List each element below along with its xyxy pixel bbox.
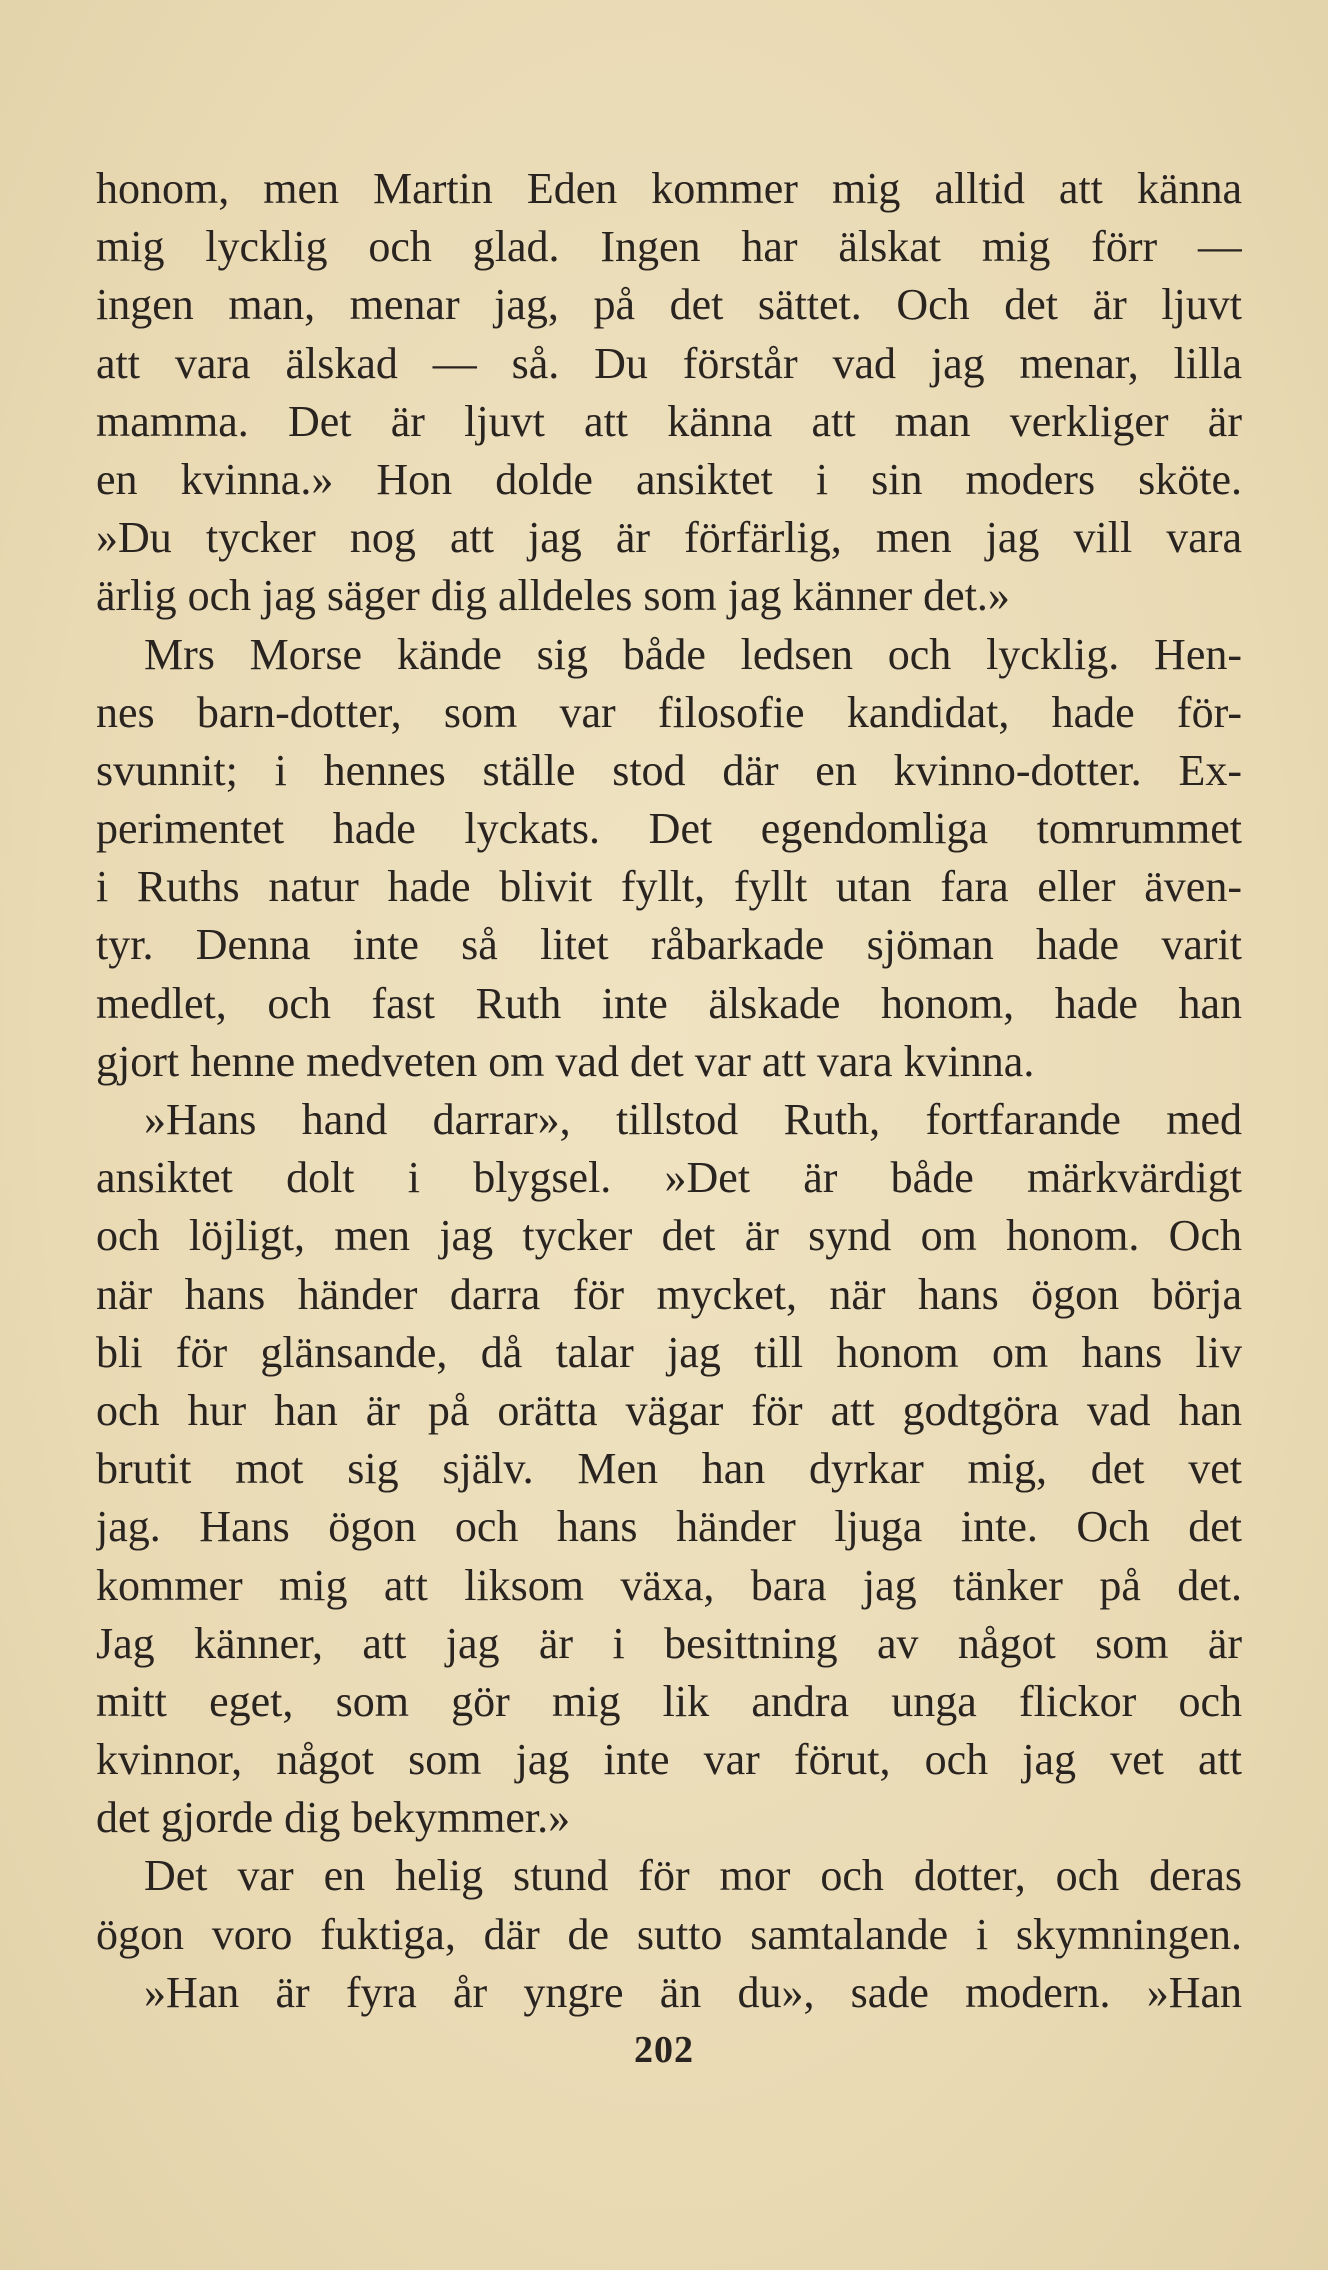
text-line: svunnit; i hennes ställe stod där en kvinno-dotter. Ex- <box>96 745 1242 795</box>
text-line: och hur han är på orätta vägar för att godtgöra vad han <box>96 1385 1242 1435</box>
text-line: bli för glänsande, då talar jag till honom om hans liv <box>96 1327 1242 1377</box>
text-line: brutit mot sig själv. Men han dyrkar mig, det vet <box>96 1444 1242 1494</box>
text-line: det gjorde dig bekymmer.» <box>96 1793 571 1843</box>
text-line: i Ruths natur hade blivit fyllt, fyllt utan fara eller även- <box>96 862 1242 912</box>
text-line: ingen man, menar jag, på det sättet. Och det är ljuvt <box>96 280 1242 330</box>
text-line: och löjligt, men jag tycker det är synd om honom. Och <box>96 1211 1242 1261</box>
text-line: att vara älskad — så. Du förstår vad jag menar, lilla <box>96 338 1242 388</box>
text-line: mitt eget, som gör mig lik andra unga flickor och <box>96 1676 1242 1726</box>
text-line: ärlig och jag säger dig alldeles som jag känner det.» <box>96 571 1010 621</box>
text-line: medlet, och fast Ruth inte älskade honom, hade han <box>96 978 1242 1028</box>
page-number: 202 <box>634 2029 694 2071</box>
text-line: kvinnor, något som jag inte var förut, och jag vet att <box>96 1735 1242 1785</box>
text-line: mig lycklig och glad. Ingen har älskat mig förr — <box>96 222 1242 272</box>
text-line: Mrs Morse kände sig både ledsen och lycklig. Hen- <box>144 629 1242 679</box>
text-line: tyr. Denna inte så litet råbarkade sjöman hade varit <box>96 920 1242 970</box>
text-line: »Du tycker nog att jag är förfärlig, men jag vill vara <box>96 513 1242 563</box>
text-line: ansiktet dolt i blygsel. »Det är både märkvärdigt <box>96 1153 1242 1203</box>
text-line: »Hans hand darrar», tillstod Ruth, fortfarande med <box>144 1095 1242 1144</box>
text-line: gjort henne medveten om vad det var att vara kvinna. <box>96 1036 1035 1086</box>
text-line: jag. Hans ögon och hans händer ljuga inte. Och det <box>96 1502 1242 1552</box>
body-text <box>96 160 1242 2022</box>
text-line: honom, men Martin Eden kommer mig alltid att känna <box>96 164 1242 213</box>
text-line: mamma. Det är ljuvt att känna att man verkliger är <box>96 396 1242 446</box>
text-line: Det var en helig stund för mor och dotter, och deras <box>144 1851 1242 1901</box>
text-line: nes barn-dotter, som var filosofie kandidat, hade för- <box>96 687 1242 737</box>
text-line: »Han är fyra år yngre än du», sade modern. »Han <box>144 1967 1242 2017</box>
text-line: ögon voro fuktiga, där de sutto samtalande i skymningen. <box>96 1909 1242 1959</box>
text-line: perimentet hade lyckats. Det egendomliga tomrummet <box>96 804 1242 854</box>
text-line: Jag känner, att jag är i besittning av något som är <box>96 1618 1242 1668</box>
text-line: när hans händer darra för mycket, när hans ögon börja <box>96 1269 1242 1319</box>
text-line: en kvinna.» Hon dolde ansiktet i sin moders sköte. <box>96 454 1242 504</box>
text-line: kommer mig att liksom växa, bara jag tänker på det. <box>96 1560 1242 1610</box>
